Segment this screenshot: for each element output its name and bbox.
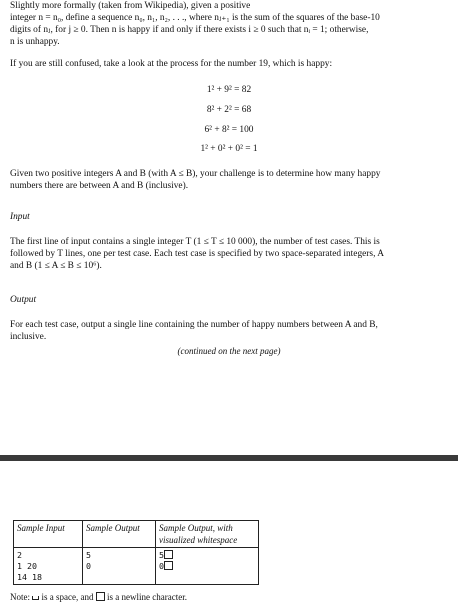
input-heading: Input [10,212,30,222]
input-line-3: and B (1 ≤ A ≤ B ≤ 10⁶). [10,261,102,271]
sample-visual-value: 0 [159,561,164,571]
sample-output-cell [83,548,156,585]
newline-icon [96,592,105,601]
sample-input-line: 14 18 [17,572,42,582]
sample-input-line: 1 20 [17,561,37,571]
definition-line-1: Slightly more formally (taken from Wikipedia), given a positive [10,1,251,11]
space-icon [32,596,39,600]
samples-table [13,520,259,585]
sample-input-line: 2 [17,550,22,560]
sample-visual-line [159,550,255,561]
input-line-1: The first line of input contains a single integer T (1 ≤ T ≤ 10 000), the number of test cases. This is [10,237,380,247]
definition-line-4: n is unhappy. [10,37,60,47]
process-step-3: 6² + 8² = 100 [204,125,254,135]
newline-icon [164,561,173,570]
output-line-1: For each test case, output a single line containing the number of happy numbers between A and B, [10,320,378,330]
samples-header-row [14,521,259,548]
definition-line-3: digits of nⱼ, for j ≥ 0. Then n is happy if and only if there exists i ≥ 0 such that nᵢ = 1; otherwise, [10,25,369,35]
sample-visual-cell [156,548,259,585]
sample-output-line: 0 [86,561,91,571]
sample-visual-header-line-1: Sample Output, with [159,523,233,533]
sample-visual-line [159,561,255,572]
process-step-1: 1² + 9² = 82 [206,85,252,95]
output-line-2: inclusive. [10,332,47,342]
sample-output-header: Sample Output [83,521,156,548]
process-step-2: 8² + 2² = 68 [206,105,252,115]
note-space-text: is a space, and [41,592,94,602]
page-divider [0,455,458,461]
sample-visual-header-line-2: visualized whitespace [159,535,238,545]
sample-output-line: 5 [86,550,91,560]
newline-icon [164,550,173,559]
sample-visual-value: 5 [159,550,164,560]
sample-input-header: Sample Input [14,521,83,548]
input-line-2: followed by T lines, one per test case. Each test case is specified by two space-separated integers, A [10,249,385,259]
task-line-2: numbers there are between A and B (inclusive). [10,181,189,191]
process-step-4: 1² + 0² + 0² = 1 [200,144,258,154]
continued-note: (continued on the next page) [177,346,281,356]
task-line-1: Given two positive integers A and B (with A ≤ B), your challenge is to determine how many happy [10,169,381,179]
output-heading: Output [10,295,37,305]
definition-line-2: integer n = n₀, define a sequence n₀, n₁, n₂, . . ., where nⱼ₊₁ is the sum of the squares of the base-10 [10,13,380,23]
example-intro: If you are still confused, take a look at the process for the number 19, which is happy: [10,59,333,69]
sample-input-cell [14,548,83,585]
samples-body-row [14,548,259,585]
note-prefix: Note: [10,592,30,602]
whitespace-note [10,591,187,603]
sample-visual-header [156,521,259,548]
note-newline-text: is a newline character. [106,592,187,602]
